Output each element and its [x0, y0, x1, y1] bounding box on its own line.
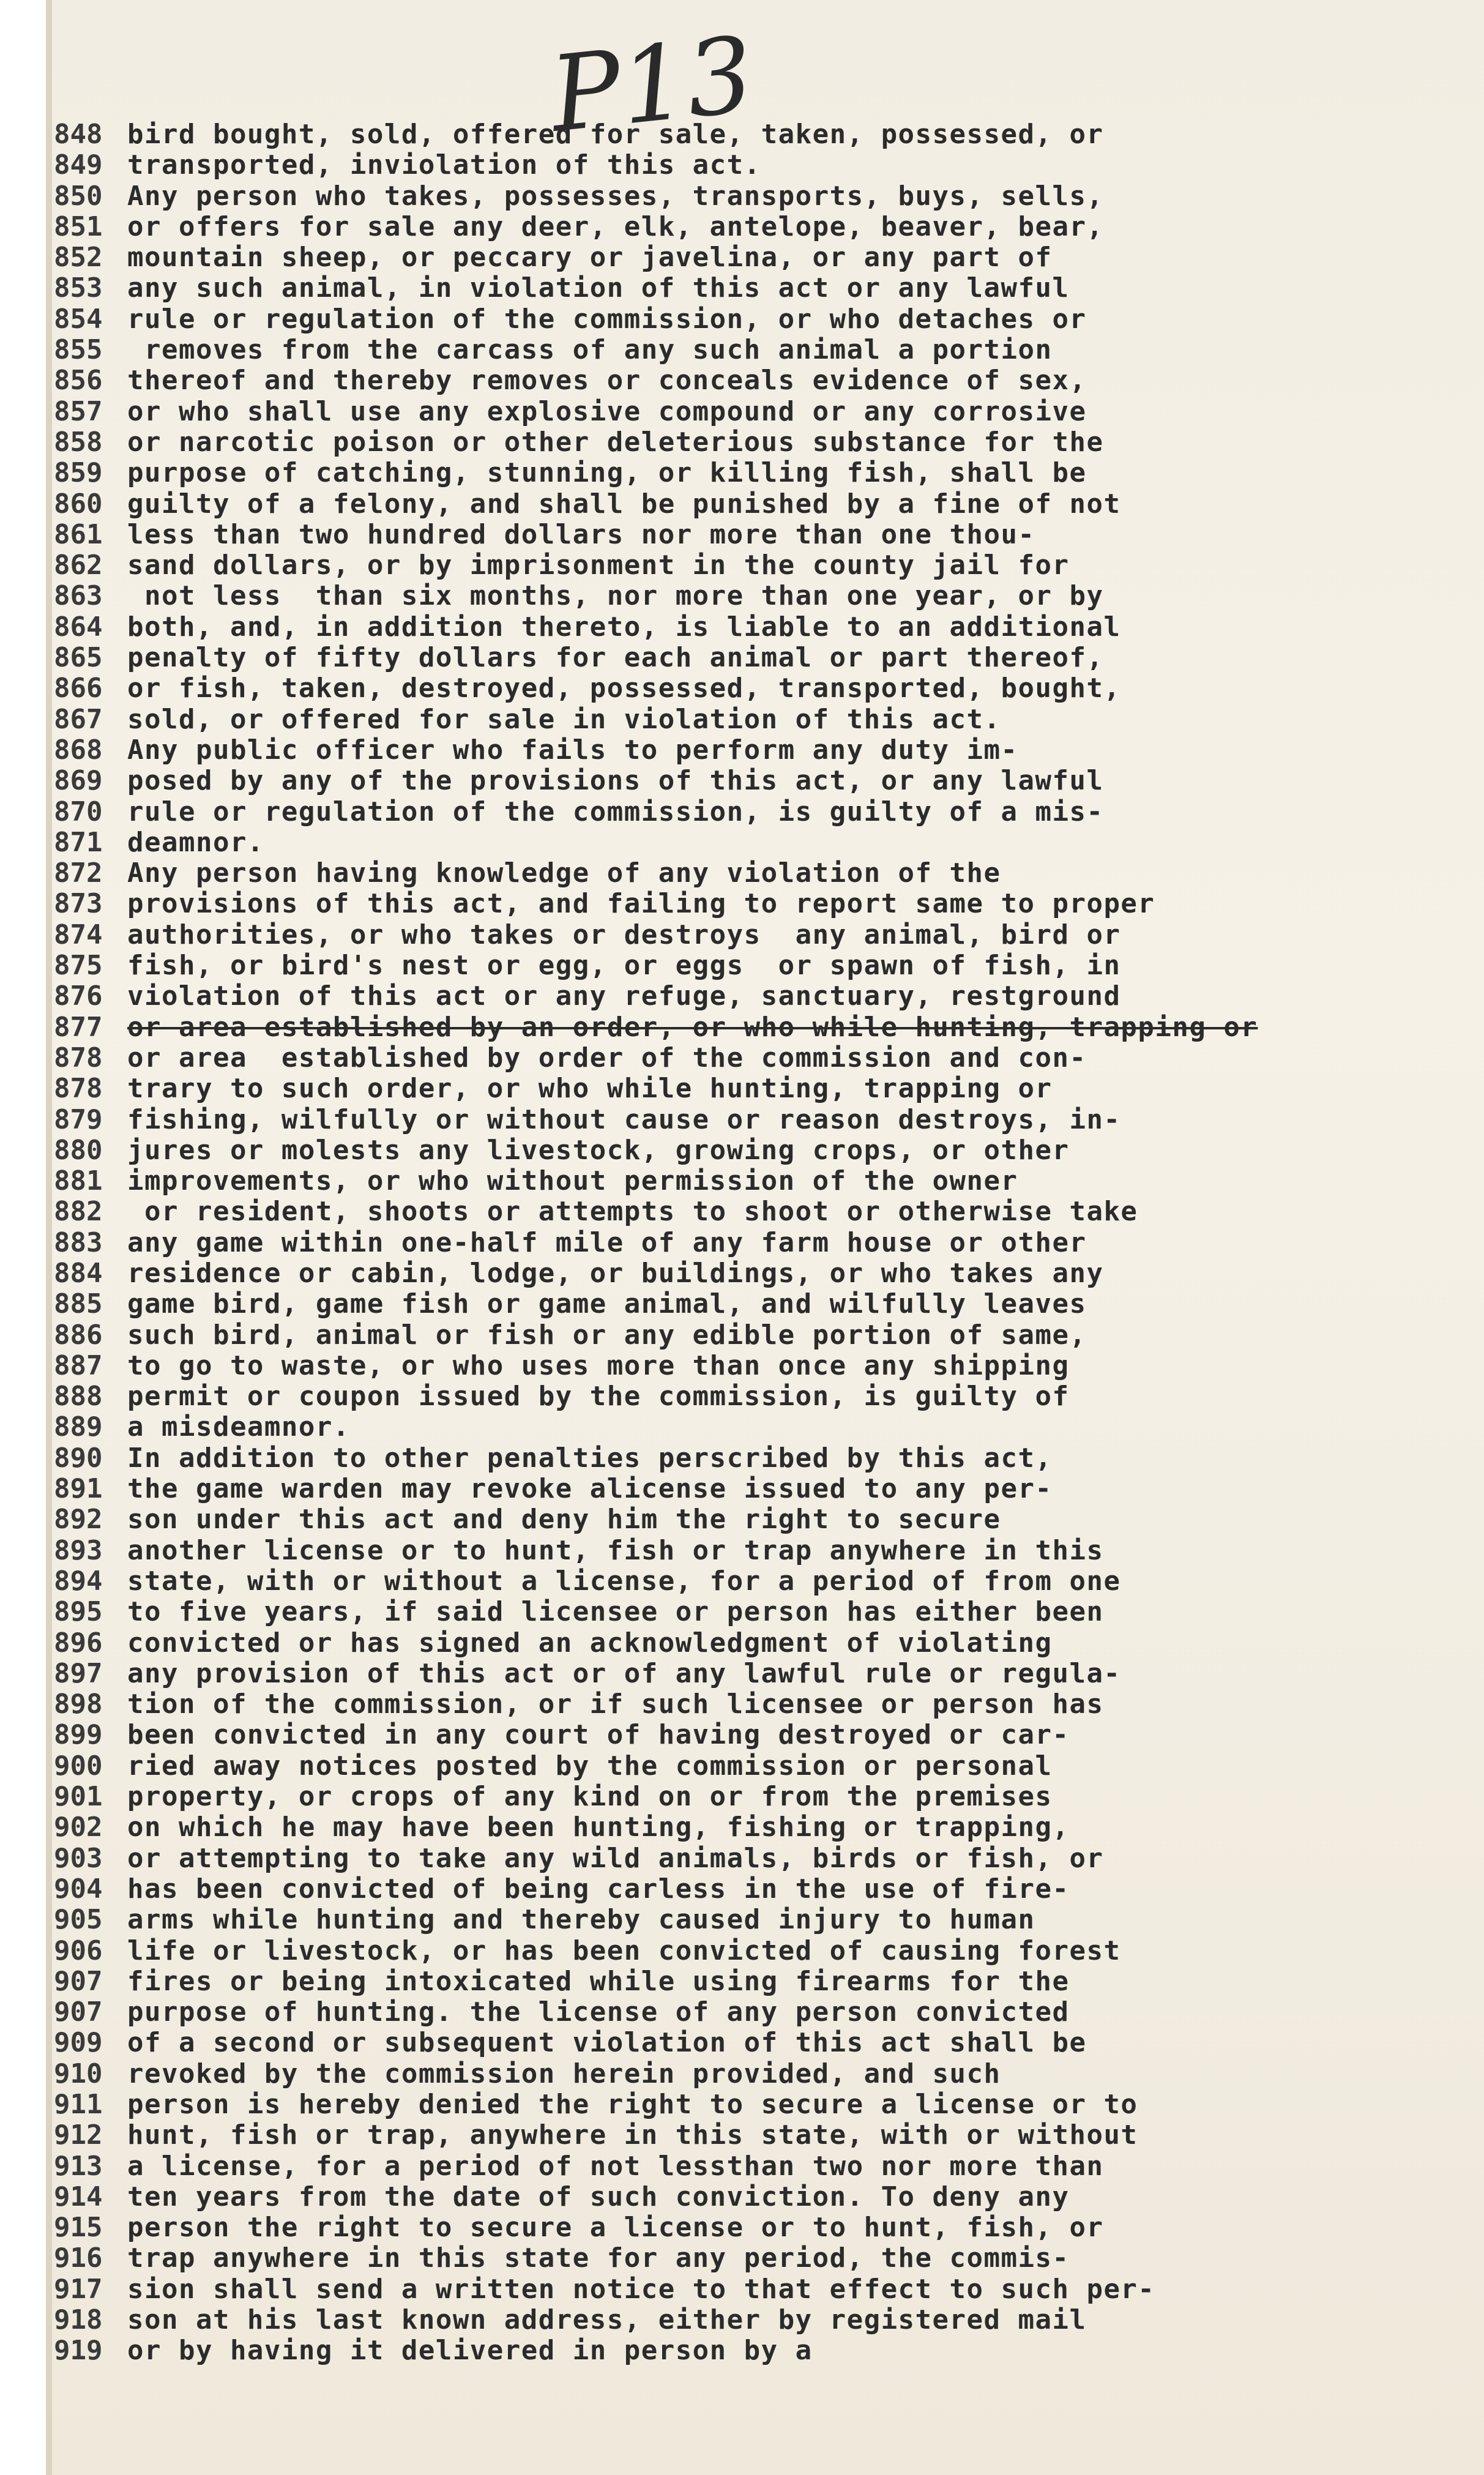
line-text: on which he may have been hunting, fishing or trapping, [127, 1812, 1070, 1843]
line-text: mountain sheep, or peccary or javelina, or any part of [127, 242, 1053, 274]
line-text: Any public officer who fails to perform any duty im- [127, 734, 1018, 766]
line-text: to go to waste, or who uses more than once any shipping [127, 1349, 1070, 1381]
line-number: 919 [54, 2335, 103, 2367]
line-text: any provision of this act or of any lawful rule or regula- [127, 1657, 1121, 1689]
line-number: 918 [54, 2304, 103, 2336]
line-text: Any person having knowledge of any violation of the [127, 857, 1001, 889]
line-text: son at his last known address, either by registered mail [127, 2304, 1087, 2336]
line-number: 878 [54, 1073, 103, 1105]
line-text: sand dollars, or by imprisonment in the county jail for [127, 550, 1070, 581]
line-number: 854 [54, 303, 103, 335]
text-line [54, 458, 1431, 488]
line-number: 880 [54, 1134, 103, 1166]
text-line [54, 1936, 1431, 1966]
line-number: 911 [54, 2089, 103, 2120]
line-text: or fish, taken, destroyed, possessed, transported, bought, [127, 673, 1121, 704]
text-line [54, 2028, 1431, 2058]
line-text: state, with or without a license, for a period of from one [127, 1565, 1121, 1597]
line-number: 852 [54, 242, 103, 274]
text-line [54, 920, 1431, 950]
line-text: a misdeamnor. [127, 1411, 350, 1443]
text-line [54, 427, 1431, 458]
line-text: sold, or offered for sale in violation of this act. [127, 703, 1001, 735]
struck-line-text: or area established by an order, or who while hunting, trapping or [127, 1011, 1258, 1043]
text-line [54, 827, 1431, 858]
line-text: jures or molests any livestock, growing crops, or other [127, 1134, 1070, 1166]
line-number: 889 [54, 1411, 103, 1443]
text-line [54, 950, 1431, 981]
line-number: 858 [54, 426, 103, 458]
text-line [54, 2305, 1431, 2335]
line-text: person is hereby denied the right to secure a license or to [127, 2089, 1138, 2120]
line-number: 876 [54, 980, 103, 1012]
text-line [54, 673, 1431, 704]
line-text: permit or coupon issued by the commission, is guilty of [127, 1381, 1070, 1413]
line-number: 855 [54, 334, 103, 366]
line-text: fishing, wilfully or without cause or reason destroys, in- [127, 1103, 1121, 1135]
line-text: or resident, shoots or attempts to shoot or otherwise take [127, 1196, 1138, 1228]
text-line [54, 2182, 1431, 2212]
text-line [54, 1659, 1431, 1689]
line-number: 867 [54, 703, 103, 735]
line-number: 868 [54, 734, 103, 766]
text-line [54, 1874, 1431, 1905]
line-text: any such animal, in violation of this act or any lawful [127, 272, 1070, 304]
text-line [54, 1597, 1431, 1627]
line-number: 856 [54, 365, 103, 397]
line-number: 902 [54, 1812, 103, 1843]
line-number: 916 [54, 2242, 103, 2274]
text-line [54, 1228, 1431, 1258]
line-text: provisions of this act, and failing to report same to proper [127, 888, 1155, 920]
line-text: penalty of fifty dollars for each animal or part thereof, [127, 642, 1104, 674]
text-line [54, 889, 1431, 919]
line-text: the game warden may revoke alicense issued to any per- [127, 1473, 1053, 1505]
text-line [54, 1536, 1431, 1566]
line-text: residence or cabin, lodge, or buildings, or who takes any [127, 1257, 1104, 1289]
line-text: tion of the commission, or if such licensee or person has [127, 1689, 1104, 1720]
line-number: 896 [54, 1627, 103, 1659]
line-number: 897 [54, 1657, 103, 1689]
line-text: transported, inviolation of this act. [127, 149, 761, 181]
line-number: 900 [54, 1750, 103, 1782]
text-line [54, 397, 1431, 427]
text-line [54, 1166, 1431, 1196]
text-line [54, 2059, 1431, 2089]
text-line [54, 1905, 1431, 1935]
line-number: 915 [54, 2212, 103, 2244]
text-line [54, 119, 1431, 150]
page-edge [46, 0, 52, 2475]
text-line [54, 1566, 1431, 1597]
line-text: has been convicted of being carless in the use of fire- [127, 1873, 1070, 1905]
line-text: both, and, in addition thereto, is liable to an additional [127, 611, 1121, 643]
line-text: or offers for sale any deer, elk, antelope, beaver, bear, [127, 211, 1104, 242]
line-text: fish, or bird's nest or egg, or eggs or spawn of fish, in [127, 950, 1121, 982]
line-number: 863 [54, 580, 103, 612]
line-text: convicted or has signed an acknowledgment of violating [127, 1627, 1053, 1659]
line-text: been convicted in any court of having destroyed or car- [127, 1719, 1070, 1751]
text-line [54, 1073, 1431, 1104]
line-number: 895 [54, 1596, 103, 1628]
line-text: Any person who takes, possesses, transports, buys, sells, [127, 180, 1104, 212]
line-text: or attempting to take any wild animals, birds or fish, or [127, 1842, 1104, 1874]
text-line [54, 550, 1431, 581]
line-text: rule or regulation of the commission, is guilty of a mis- [127, 796, 1104, 827]
line-text: person the right to secure a license or to hunt, fish, or [127, 2212, 1104, 2244]
text-line [54, 797, 1431, 827]
line-number: 869 [54, 765, 103, 797]
text-line [54, 766, 1431, 796]
text-line [54, 2151, 1431, 2182]
text-line [54, 1997, 1431, 2028]
text-line [54, 2335, 1431, 2366]
line-number: 851 [54, 211, 103, 242]
line-text: thereof and thereby removes or conceals evidence of sex, [127, 365, 1087, 397]
line-number: 891 [54, 1473, 103, 1505]
line-number: 860 [54, 488, 103, 520]
line-text: any game within one-half mile of any farm house or other [127, 1226, 1087, 1258]
text-line [54, 181, 1431, 212]
text-line [54, 1474, 1431, 1504]
line-text: hunt, fish or trap, anywhere in this state, with or without [127, 2119, 1138, 2151]
line-number: 884 [54, 1257, 103, 1289]
line-number: 892 [54, 1504, 103, 1536]
line-number: 913 [54, 2150, 103, 2182]
text-line [54, 981, 1431, 1012]
line-text: son under this act and deny him the right to secure [127, 1504, 1001, 1536]
line-number: 877 [54, 1011, 103, 1043]
line-text: game bird, game fish or game animal, and wilfully leaves [127, 1288, 1087, 1320]
text-line [54, 643, 1431, 673]
line-text: arms while hunting and thereby caused injury to human [127, 1904, 1035, 1936]
text-line [54, 273, 1431, 304]
text-line [54, 1105, 1431, 1135]
line-text: or area established by order of the commission and con- [127, 1042, 1087, 1073]
line-number: 857 [54, 395, 103, 427]
text-line [54, 1782, 1431, 1812]
text-line [54, 2120, 1431, 2151]
text-line [54, 1751, 1431, 1782]
line-text: fires or being intoxicated while using firearms for the [127, 1965, 1070, 1997]
line-number: 859 [54, 457, 103, 489]
line-text: ten years from the date of such conviction. To deny any [127, 2181, 1070, 2212]
line-number: 910 [54, 2058, 103, 2089]
line-text: removes from the carcass of any such animal a portion [127, 334, 1053, 366]
line-number: 917 [54, 2273, 103, 2305]
line-text: trary to such order, or who while hunting, trapping or [127, 1073, 1053, 1105]
text-line [54, 735, 1431, 766]
text-line [54, 704, 1431, 735]
line-number: 905 [54, 1904, 103, 1936]
text-line [54, 304, 1431, 335]
line-number: 894 [54, 1565, 103, 1597]
line-number: 879 [54, 1103, 103, 1135]
text-line [54, 612, 1431, 643]
line-number: 848 [54, 119, 103, 150]
line-number: 853 [54, 272, 103, 304]
typed-text-body [54, 119, 1431, 2367]
line-text: or narcotic poison or other deleterious substance for the [127, 426, 1104, 458]
line-number: 901 [54, 1781, 103, 1813]
line-number: 878 [54, 1042, 103, 1073]
line-text: or by having it delivered in person by a [127, 2335, 813, 2367]
text-line [54, 2243, 1431, 2274]
line-text: not less than six months, nor more than one year, or by [127, 580, 1104, 612]
text-line [54, 150, 1431, 181]
text-line [54, 1720, 1431, 1750]
line-text: posed by any of the provisions of this act, or any lawful [127, 765, 1104, 797]
line-text: In addition to other penalties perscribed by this act, [127, 1442, 1053, 1474]
line-text: life or livestock, or has been convicted of causing forest [127, 1935, 1121, 1966]
line-number: 888 [54, 1381, 103, 1413]
line-number: 870 [54, 796, 103, 827]
line-text: violation of this act or any refuge, sanctuary, restground [127, 980, 1121, 1012]
line-text: a license, for a period of not lessthan two nor more than [127, 2150, 1104, 2182]
text-line [54, 1043, 1431, 1073]
line-number: 861 [54, 518, 103, 550]
line-text: property, or crops of any kind on or from the premises [127, 1781, 1053, 1813]
line-number: 862 [54, 550, 103, 581]
text-line [54, 335, 1431, 365]
line-text: to five years, if said licensee or person has either been [127, 1596, 1104, 1628]
text-line [54, 1320, 1431, 1351]
line-text: purpose of hunting. the license of any person convicted [127, 1996, 1070, 2028]
line-number: 898 [54, 1689, 103, 1720]
line-number: 873 [54, 888, 103, 920]
line-number: 864 [54, 611, 103, 643]
text-line [54, 1628, 1431, 1659]
text-line [54, 1689, 1431, 1720]
line-text: such bird, animal or fish or any edible portion of same, [127, 1319, 1087, 1351]
line-number: 893 [54, 1534, 103, 1566]
text-line [54, 1412, 1431, 1443]
text-line [54, 2089, 1431, 2120]
line-number: 886 [54, 1319, 103, 1351]
line-number: 903 [54, 1842, 103, 1874]
line-number: 899 [54, 1719, 103, 1751]
text-line [54, 1843, 1431, 1874]
line-text: trap anywhere in this state for any period, the commis- [127, 2242, 1070, 2274]
text-line [54, 1812, 1431, 1843]
text-line [54, 1351, 1431, 1381]
text-line [54, 858, 1431, 889]
text-line [54, 2212, 1431, 2243]
line-number: 890 [54, 1442, 103, 1474]
line-text: or who shall use any explosive compound or any corrosive [127, 395, 1087, 427]
text-line [54, 242, 1431, 273]
line-text: revoked by the commission herein provided, and such [127, 2058, 1001, 2089]
line-number: 912 [54, 2119, 103, 2151]
line-text: bird bought, sold, offered for sale, taken, possessed, or [127, 119, 1104, 150]
text-line [54, 1289, 1431, 1320]
line-number: 904 [54, 1873, 103, 1905]
handwritten-page-annotation: P13 [545, 14, 759, 156]
line-number: 887 [54, 1349, 103, 1381]
line-text: sion shall send a written notice to that effect to such per- [127, 2273, 1155, 2305]
text-line [54, 212, 1431, 242]
line-text: purpose of catching, stunning, or killing fish, shall be [127, 457, 1087, 489]
line-number: 849 [54, 149, 103, 181]
line-text: less than two hundred dollars nor more than one thou- [127, 518, 1035, 550]
text-line [54, 1504, 1431, 1535]
text-line [54, 1381, 1431, 1412]
text-line [54, 1443, 1431, 1474]
text-line [54, 1012, 1431, 1043]
line-number: 871 [54, 826, 103, 858]
line-number: 865 [54, 642, 103, 674]
line-number: 906 [54, 1935, 103, 1966]
line-text: rule or regulation of the commission, or who detaches or [127, 303, 1087, 335]
text-line [54, 520, 1431, 550]
text-line [54, 1966, 1431, 1997]
text-line [54, 1196, 1431, 1227]
text-line [54, 489, 1431, 520]
line-text: deamnor. [127, 826, 264, 858]
line-text: ried away notices posted by the commission or personal [127, 1750, 1053, 1782]
line-text: authorities, or who takes or destroys any animal, bird or [127, 919, 1121, 950]
text-line [54, 2274, 1431, 2305]
line-number: 872 [54, 857, 103, 889]
text-line [54, 365, 1431, 396]
line-text: of a second or subsequent violation of this act shall be [127, 2027, 1087, 2059]
line-number: 909 [54, 2027, 103, 2059]
line-number: 914 [54, 2181, 103, 2212]
line-text: another license or to hunt, fish or trap anywhere in this [127, 1534, 1104, 1566]
line-number: 883 [54, 1226, 103, 1258]
text-line [54, 1135, 1431, 1166]
line-number: 907 [54, 1965, 103, 1997]
line-number: 881 [54, 1165, 103, 1197]
line-number: 875 [54, 950, 103, 982]
line-number: 885 [54, 1288, 103, 1320]
line-number: 907 [54, 1996, 103, 2028]
line-text: guilty of a felony, and shall be punished by a fine of not [127, 488, 1121, 520]
line-number: 866 [54, 673, 103, 704]
text-line [54, 581, 1431, 611]
line-number: 882 [54, 1196, 103, 1228]
text-line [54, 1258, 1431, 1289]
line-number: 874 [54, 919, 103, 950]
line-number: 850 [54, 180, 103, 212]
line-text: improvements, or who without permission of the owner [127, 1165, 1018, 1197]
